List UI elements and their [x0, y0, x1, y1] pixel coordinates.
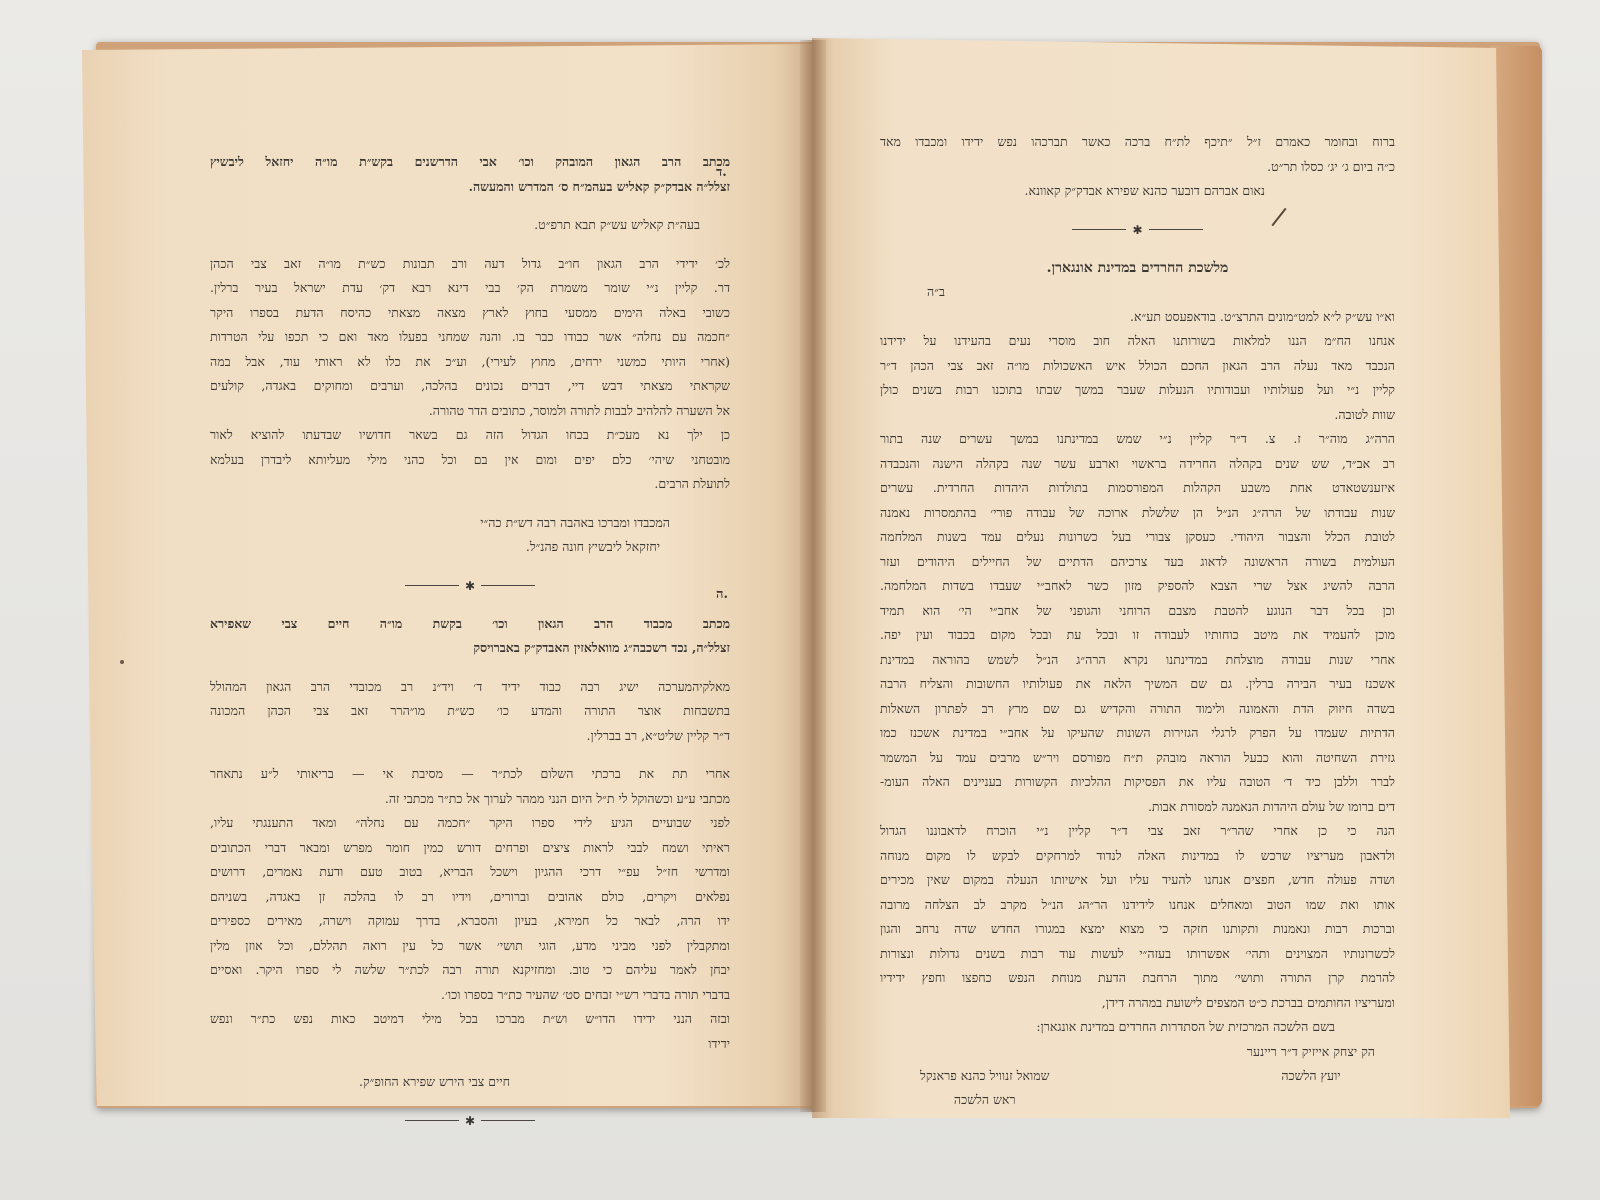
letter-line: קליין נ״י ועל פעולותיו ועבודותיו הנעלות שעבר במשך שבתו בתוכנו רבות בשנים כולן: [880, 382, 1395, 397]
letter-line: בשדה חיזוק הדת והאמונה ולימוד התורה והקדיש גם שם מרץ רב לפתרון השאלות: [880, 700, 1395, 716]
section-d-line: לכ׳ ידידי הרב הגאון חו״ב גדול דעה ורב תבונות כש״ת מו״ה זאב צבי הכהן: [210, 255, 730, 271]
signature-role: יועץ הלשכה: [1281, 1068, 1341, 1083]
section-h-line: אחרי תת את ברכתי השלום לכת״ר — מסיבת אי — בריאותי ל״ע נתאחר: [210, 766, 730, 781]
section-h-signature: חיים צבי הירש שפירא החופ״ק.: [358, 1074, 510, 1089]
signature-name: הק יצחק אייזיק ד״ר ריינער: [1246, 1043, 1375, 1059]
section-d-line: דר. קליין נ״י שומר משמרת הק׳ בבי דינא רבא דק׳ עדת ישראל בעיר ברלין.: [210, 280, 730, 295]
section-h-address: מאלקיהמערכה ישיג רבה כבוד ידיד ד׳ ויד״נ רב מכובדי הרב הגאון המהולל: [210, 678, 730, 694]
letter-line: אנחנו הח״מ הננו למלאות בשורותנו האלה חוב מוסרי נעים בהעידנו על ידידנו: [880, 333, 1395, 348]
section-d-dateline: בעה״ת קאליש עש״ק תבא תרפ״ט.: [534, 217, 700, 232]
section-d-line: מובטחני שיהי׳ כלם יפים ומום אין בם וכל כהני מילי מעליותא ליבדרן בעלמא: [210, 451, 730, 467]
letter-line: רב אב״ד, שש שנים בקהלה החרידה בראשוי וארבע עשר שנה בקהלה הישנה והנכבדה: [880, 455, 1395, 471]
section-h-closing: ידידו: [708, 1035, 730, 1051]
section-d-closing: המכבדו ומברכו באהבה רבה דש״ת כה״י: [480, 514, 670, 530]
section-h-line: מכתבי ע״ע וכשהוקל לי ת״ל היום הנני ממהר לערוך אל כת״ר מכתבי זה.: [384, 790, 730, 806]
section-h-line: ידו הרה, לבאר כל חמירא, בעיון והסברא, בדרך עמוקה וישרה, מאירים כספירים: [210, 913, 730, 928]
divider-star-icon: ✱: [464, 578, 476, 593]
divider-star-icon: ✱: [464, 1113, 476, 1128]
book-spine: [800, 40, 826, 1112]
section-h-address: בתשבחות אוצר התורה והמדע כו׳ כש״ת מו״הרר זאב צבי הכהן המכונה: [210, 703, 730, 718]
letter-line: העולמית בשורה הראשונה לדאוג בעד צרכיהם הדתיים של החיילים היהודים ועזר: [880, 553, 1395, 569]
letter-line: הרה״ג מוה״ר ז. צ. ד״ר קליין נ״י שמש במדינתנו במשך עשרים שנה בתור: [880, 431, 1395, 446]
letter-line: הנכבד מאד נעלה הרב הגאון החכם הכולל איש האשכולות מו״ה זאב צבי הכהן ד״ר: [880, 357, 1395, 373]
section-h-line: ראיתי ושמח לבבי לראות ציצים ופרחים דורש כמין חומר מפרש ומבאר דברי הכתובים: [210, 839, 730, 855]
letter-line: הרבה להשיג אצל שרי הצבא להספיק מזון כשר לאחב״י שעבדו בשדות המלחמה.: [880, 578, 1395, 593]
section-h-address: ד״ר קליין שליט״א, רב בברלין.: [586, 727, 730, 743]
divider-star-icon: ✱: [1132, 222, 1143, 237]
intro-signature: נאום אברהם דובער כהנא שפירא אבדק״ק קאוונא.: [1024, 183, 1265, 198]
section-d-line: כשובי באלה הימים ממסעי בחוץ לארץ מצאה מצאתי כהיסח הדעת בספרו היקר: [210, 304, 730, 320]
letter-line: וכן בכל דבר הנוגע להטבת מצבם הרוחני והגופני של אחב״י הי׳ הוא תמיד: [880, 602, 1395, 618]
section-divider: [210, 574, 730, 598]
letter-line: ומעריציו החותמים בברכת כ״ט המצפים לישועת במהרה דידן,: [1101, 994, 1395, 1010]
section-d-line: אל השערה להלהיב לבבות לתורה ולמוסר, כתובים הדר טהורה.: [428, 402, 730, 418]
section-d-line: שקראתי מצאתי דבש דיי, דברים נכונים בהלכה, וערבים ומחוקים באגדה, קולעים: [210, 378, 730, 393]
letter-line: הנה כי כן אחרי שהר״ר זאב צבי ד״ר קליין נ״י הוכרח לדאבוננו הגדול: [880, 823, 1395, 838]
letter-line: לברר וללבן כיד ד׳ הטובה עליו את הפסיקות ההלכיות הקשורות בעניינים האלה העומ-: [880, 774, 1395, 789]
letter-bh: ב״ה: [927, 284, 945, 299]
letter-title: מלשכת החרדים במדינת אונגארן.: [1046, 259, 1229, 276]
signature-name: שמואל זנוויל כהנא פראנקל: [920, 1067, 1050, 1083]
letter-line: הדתיות שעמדו על הפרק לרגלי הגזירות השונות שהעיקו על אחב״י במדינת אשכנז כמו: [880, 725, 1395, 740]
letter-dateline: וא״ו עש״ק ל״א למט״מונים התרצ״ט. בודאפעסט תע״א.: [1130, 308, 1395, 324]
letter-closing: בשם הלשכה המרכזית של הסתדרות החרדים במדינת אונגארן:: [1036, 1019, 1335, 1034]
letter-line: להרמת קרן התורה ותושי׳ מתוך הרחבת הדעת מנוחת הנפש כחפצו וחפץ ידידיו: [880, 970, 1395, 985]
section-h-line: ומתקבלין לפני מביני מדע, הוגי תושי׳ אשר כל עין רואה תהללם, וכל אוזן מלין: [210, 937, 730, 953]
signature-block: [920, 1040, 1049, 1113]
section-divider: [210, 1109, 730, 1133]
letter-line: לטובת הכלל והצבור היהודי. כעסקן צבורי בעל כשרונות נעלים עמד בשנות המלחמה: [880, 529, 1395, 544]
letter-line: מוכן להעמיד את מיטב כוחותיו לעבודה זו ובכל עת ובכל מקום בכבוד ועין יפה.: [880, 627, 1395, 642]
section-letter-d: ד.: [716, 165, 727, 180]
section-d-heading-2: זצלל״ה אבדק״ק קאליש בעהמ״ח ס׳ המדרש והמעשה.: [468, 178, 730, 194]
page-spot: [120, 660, 124, 664]
intro-line: כ״ה ביום ג׳ יג׳ כסלו תר״ט.: [1267, 158, 1395, 174]
letter-line: אותו ואת שמו הטוב ומאחלים אנחנו לידידנו הר״הג הנ״ל מקרב לב הצלחה מרובה: [880, 896, 1395, 912]
section-h-heading-2: זצלל״ה, נכד רשכבה״ג מוואלאזין האבדק״ק באברויסק: [473, 640, 730, 655]
right-page-text: [880, 130, 1395, 1113]
section-h-line: נפלאים ויקרים, כולם אהובים וברורים, וידיו רב לו בהלכה זן באגדה, בשניהם: [210, 888, 730, 904]
letter-line: וברכות רבות ונאמנות ותקותנו חזקה כי מצוא ימצא במגורו החדש שדה נרחב והגון: [880, 921, 1395, 936]
letter-line: דים ברומו של עולם היהדות הנאמנה למסורת אבות.: [1147, 798, 1395, 814]
signature-role: ראש הלשכה: [953, 1092, 1016, 1107]
left-page-text: [210, 150, 730, 1133]
section-h-line: לפני שבועיים הגיע לידי ספרו היקר ״חכמה עם נחלה״ ומאד התענגתי עליו,: [210, 815, 730, 830]
section-d-line: כן ילך נא מעכ״ת בכחו הגדול הזה גם בשאר חדושיו שבדעתו להוציא לאור: [210, 427, 730, 442]
section-d-signature: יחזקאל ליבשיץ חונה פהנ״ל.: [525, 539, 660, 554]
section-d-line: לתועלת הרבים.: [654, 476, 730, 491]
section-h-heading: מכתב מכבוד הרב הגאון וכו׳ בקשת מו״ה חיים צבי שאפירא: [210, 615, 730, 631]
section-d-line: (אחרי היותי כמשני ירחים, מחוץ לעירי), וע״כ את כלו לא ראותי עוד, אבל במה: [210, 353, 730, 369]
signatures-row: [880, 1040, 1395, 1113]
section-d-heading: מכתב הרב הגאון המובהק וכו׳ אבי הדרשנים בקש״ת מו״ה יחזאל ליבשיץ: [210, 154, 730, 169]
letter-line: שנות עבודתו של הרה״ג הנ״ל הן שלשלת ארוכה של עבודה פורי׳ בהתמסרות נאמנה: [880, 504, 1395, 520]
section-h-line: ובזה הנני ידידו הדו״ש וש״ת מברכו בכל מילי דמיטב כאות נפש כת״ר ונפש: [210, 1011, 730, 1026]
section-h-line: יבחן לאמר עליהם כי טוב. ומחזיקנא תורה רבה לכת״ר שלשה לי ספרו היקר. ואסיים: [210, 962, 730, 977]
letter-line: איזענשטאדט אחת משבע הקהלות המפורסמות בתולדות היהדות החרדית. עשרים: [880, 480, 1395, 495]
signature-block: [1247, 1040, 1375, 1113]
intro-line: ברוח ובחומר כאמרם ז״ל ״תיכף לת״ח ברכה כאשר תברכהו נפש ידידו ומכבדו מאד: [880, 134, 1395, 149]
letter-line: שוות לטובה.: [1334, 406, 1395, 422]
letter-line: אשכנז בעיר הבירה ברלין. גם שם המשיך הלאה את פעולותיו החשובות והצליח הרבה: [880, 676, 1395, 691]
section-d-line: ״חכמה עם נחלה״ אשר כבודו כבר בו. והנה שמחני בפעלו מאד ואם כי תכפו עלי הטרדות: [210, 329, 730, 344]
letter-line: לכשרונותיו המצוינים ותהי׳ אפשרותו בעזה״י לעשות עוד רבות בשנים גדולות ונצורות: [880, 945, 1395, 961]
letter-line: אחרי שנות עבודה מוצלחת במדינתנו נקרא הרה״ג הנ״ל לשמש בהוראה במדינת: [880, 651, 1395, 667]
section-divider: [880, 218, 1395, 242]
section-letter-h: ה.: [716, 587, 729, 602]
letter-line: גזירת השחיטה והוא כבעל הוראה מובהק ת״ח מפורסם ויר״ש מרבים עמד על המשמר: [880, 749, 1395, 765]
letter-line: ולדאבון מעריציו שרכש לו במדינות האלה לנדוד למרחקים לבקש לו מקום מנוחה: [880, 847, 1395, 863]
letter-line: ושדה פעולה חדש, חפצים אנחנו להעיד עליו ועל אישיותו הנעלה במקום שאין מכירים: [880, 872, 1395, 887]
section-h-line: בדברי תורה בדברי רש״י זבחים סט׳ שהעיר כת״ר בספרו וכו׳.: [441, 986, 730, 1002]
section-h-line: ומדרשי חז״ל עפ״י דרכי ההגיון וישכל הבריא, בטוב טעם ודעת נאמרים, דרושים: [210, 864, 730, 879]
